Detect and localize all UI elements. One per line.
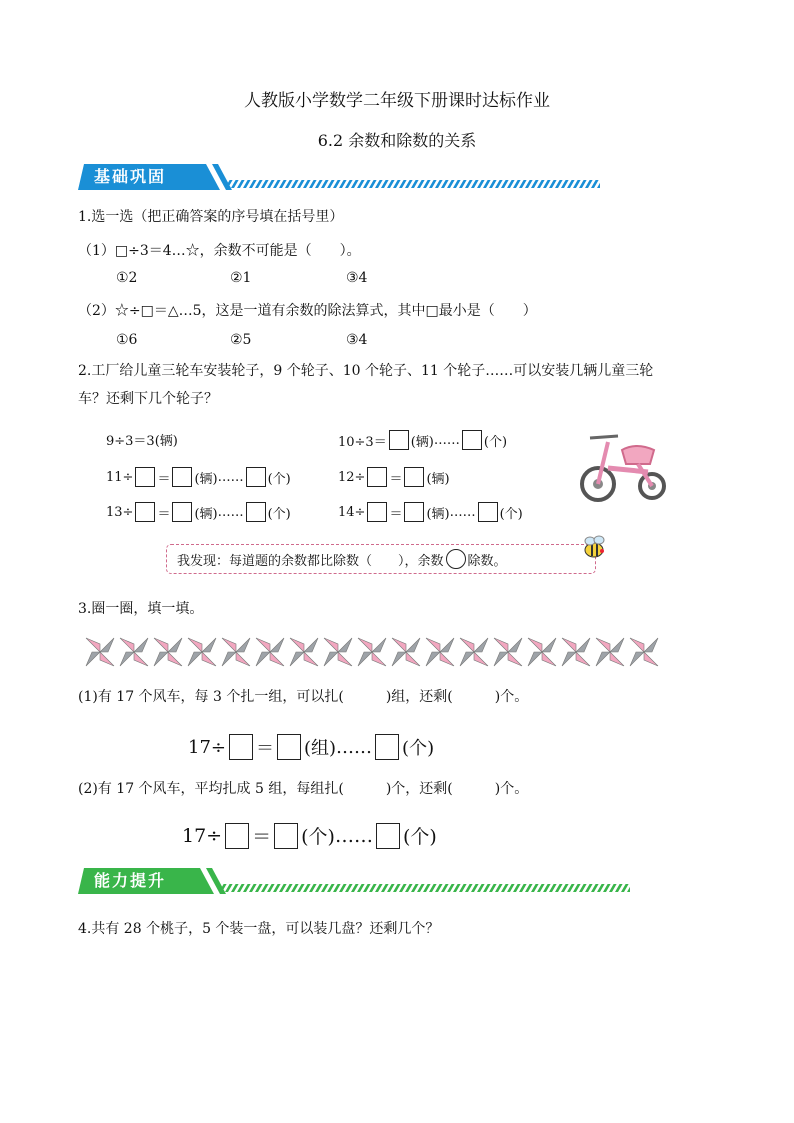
- eq-text: 10÷3＝: [338, 434, 387, 450]
- tricycle-illustration: [578, 428, 670, 504]
- q2-eq-14: [338, 502, 523, 522]
- pinwheel-icon: [154, 638, 182, 666]
- answer-box[interactable]: [135, 502, 155, 522]
- pinwheel-icon: [630, 638, 658, 666]
- eq-text: 17÷: [182, 824, 223, 847]
- eq-unit: (辆): [426, 506, 450, 522]
- answer-box[interactable]: [274, 823, 298, 849]
- pinwheel-icon: [494, 638, 522, 666]
- eq-dots: ……: [334, 824, 373, 847]
- pinwheel-icon: [222, 638, 250, 666]
- eq-unit: (个): [267, 506, 291, 522]
- finding-text-end: 除数。: [467, 553, 507, 569]
- eq-unit: (辆): [410, 434, 434, 450]
- q1-p2-option-c: ③4: [346, 332, 368, 348]
- q3-part1: (1)有 17 个风车，每 3 个扎一组，可以扎( )组，还剩( )个。: [78, 689, 529, 705]
- page-title: 人教版小学数学二年级下册课时达标作业: [244, 91, 550, 111]
- q1-p2-option-a: ①6: [116, 332, 138, 348]
- answer-box[interactable]: [404, 502, 424, 522]
- pinwheel-icon: [460, 638, 488, 666]
- eq-unit: (辆): [194, 471, 218, 487]
- eq-text: 12÷: [338, 469, 366, 485]
- eq-dots: ……: [433, 432, 460, 448]
- answer-box[interactable]: [277, 734, 301, 760]
- pinwheel-icon: [188, 638, 216, 666]
- pinwheel-row: [84, 634, 674, 670]
- q2-eq-13: [106, 502, 291, 522]
- q1-stem: 1.选一选（把正确答案的序号填在括号里）: [78, 209, 344, 225]
- section-title-advanced: 能力提升: [94, 871, 167, 890]
- pinwheel-icon: [562, 638, 590, 666]
- pinwheel-icon: [256, 638, 284, 666]
- answer-box[interactable]: [389, 430, 409, 450]
- answer-box[interactable]: [172, 502, 192, 522]
- answer-box[interactable]: [367, 502, 387, 522]
- pinwheel-icon: [324, 638, 352, 666]
- answer-box[interactable]: [229, 734, 253, 760]
- finding-text: 我发现：每道题的余数都比除数（ ），余数: [177, 553, 444, 569]
- section-banner-advanced: [78, 866, 634, 898]
- eq-unit: (个): [499, 506, 523, 522]
- q2-eq-9: [106, 430, 178, 449]
- eq-unit: (个): [483, 434, 508, 450]
- pinwheel-icon: [290, 638, 318, 666]
- eq-unit: (辆): [194, 506, 218, 522]
- eq-sign: ＝: [252, 826, 272, 848]
- eq-unit: (个): [301, 826, 335, 848]
- pinwheel-icon: [528, 638, 556, 666]
- q3-part2: (2)有 17 个风车，平均扎成 5 组，每组扎( )个，还剩( )个。: [78, 781, 529, 797]
- bee-icon: [580, 534, 608, 562]
- eq-dots: ……: [336, 736, 373, 758]
- q1-part1: （1）□÷3＝4…☆，余数不可能是（ ）。: [78, 243, 361, 259]
- q1-p1-option-c: ③4: [346, 270, 368, 286]
- answer-box[interactable]: [404, 467, 424, 487]
- eq-sign: ＝: [389, 506, 403, 522]
- finding-box: [166, 544, 596, 574]
- pinwheel-icon: [358, 638, 386, 666]
- pinwheel-icon: [596, 638, 624, 666]
- eq-unit: (辆): [426, 471, 450, 487]
- answer-box[interactable]: [478, 502, 498, 522]
- eq-sign: ＝: [389, 471, 403, 487]
- q3-p1-equation: [188, 734, 434, 760]
- q3-p2-equation: [182, 822, 437, 849]
- q1-p2-option-b: ②5: [230, 332, 252, 348]
- pinwheel-icon: [120, 638, 148, 666]
- answer-box[interactable]: [462, 430, 482, 450]
- eq-text: 11÷: [106, 469, 134, 485]
- eq-text: 13÷: [106, 504, 134, 520]
- answer-box[interactable]: [225, 823, 249, 849]
- pinwheel-icon: [426, 638, 454, 666]
- answer-box[interactable]: [367, 467, 387, 487]
- compare-circle[interactable]: [446, 549, 466, 569]
- pinwheel-icon: [86, 638, 114, 666]
- eq-dots: ……: [217, 469, 244, 485]
- answer-box[interactable]: [246, 502, 266, 522]
- eq-dots: ……: [449, 504, 476, 520]
- section-banner-basic: [78, 162, 604, 194]
- answer-box[interactable]: [246, 467, 266, 487]
- q2-stem-line2: 车？还剩下几个轮子？: [78, 391, 218, 407]
- q2-eq-10: [338, 430, 507, 450]
- eq-text: 17÷: [188, 736, 226, 758]
- eq-sign: ＝: [157, 471, 171, 487]
- answer-box[interactable]: [172, 467, 192, 487]
- page-subtitle: 6.2 余数和除数的关系: [317, 131, 477, 150]
- eq-unit: (个): [267, 471, 291, 487]
- q3-stem: 3.圈一圈，填一填。: [78, 601, 204, 617]
- answer-box[interactable]: [375, 734, 399, 760]
- answer-box[interactable]: [135, 467, 155, 487]
- answer-box[interactable]: [376, 823, 400, 849]
- q2-stem-line1: 2.工厂给儿童三轮车安装轮子，9 个轮子、10 个轮子、11 个轮子……可以安装几辆儿童三轮: [78, 363, 654, 379]
- pinwheel-icon: [392, 638, 420, 666]
- eq-text: 14÷: [338, 504, 366, 520]
- eq-unit: (个): [402, 738, 435, 759]
- eq-dots: ……: [217, 504, 244, 520]
- q2-eq-11: [106, 467, 291, 487]
- q1-p1-option-a: ①2: [116, 270, 138, 286]
- q2-eq-12: [338, 467, 450, 487]
- q1-part2: （2）☆÷□＝△…5，这是一道有余数的除法算式，其中□最小是（ ）: [78, 303, 537, 319]
- section-title-basic: 基础巩固: [94, 167, 167, 186]
- eq-sign: ＝: [157, 506, 171, 522]
- q1-p1-option-b: ②1: [230, 270, 252, 286]
- q4-stem: 4.共有 28 个桃子，5 个装一盘，可以装几盘？还剩几个？: [78, 921, 440, 937]
- eq-text: 9÷3＝3(辆): [106, 434, 178, 449]
- eq-unit: (组): [304, 738, 337, 759]
- eq-sign: ＝: [256, 738, 274, 759]
- eq-unit: (个): [402, 826, 437, 848]
